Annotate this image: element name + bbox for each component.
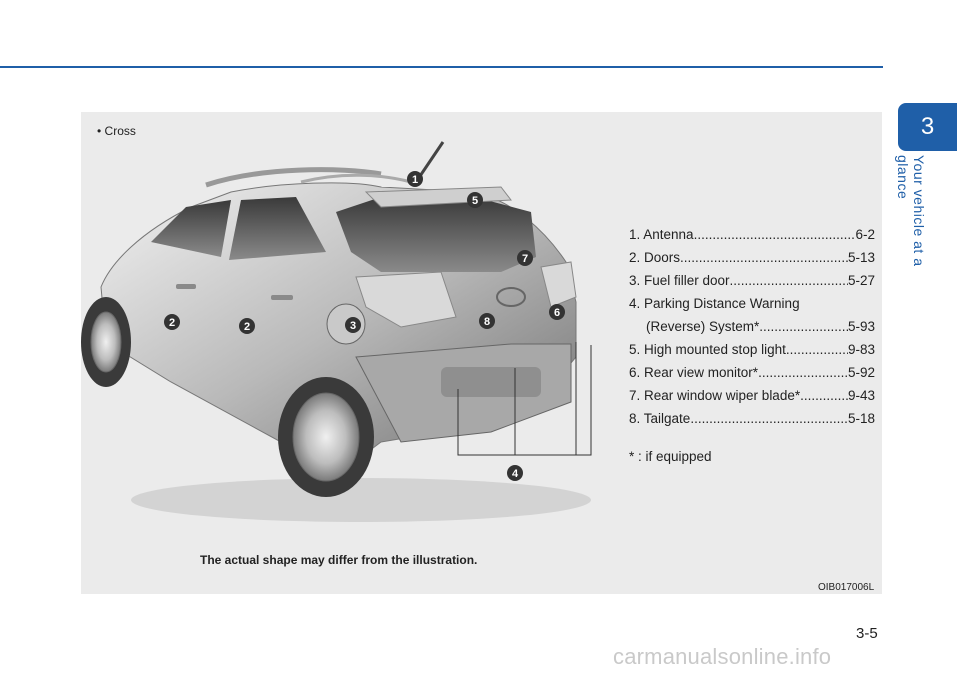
- callout-number: 3: [349, 320, 357, 332]
- callout-badge: [345, 317, 361, 333]
- index-item-antenna[interactable]: 1. Antenna ..... 6-2: [629, 223, 875, 246]
- callout-number: 4: [511, 468, 519, 480]
- callout-badge: [164, 314, 180, 330]
- component-index-list: [629, 223, 875, 430]
- skid-plate: [441, 367, 541, 397]
- callout-number: 8: [483, 316, 491, 328]
- callout-number: 6: [553, 307, 561, 319]
- callout-badge: [407, 171, 423, 187]
- callout-number: 7: [521, 253, 529, 265]
- index-item-high-mounted-stop-light[interactable]: 5. High mounted stop light ..... 9-83: [629, 338, 875, 361]
- index-item-tailgate[interactable]: 8. Tailgate ..... 5-18: [629, 407, 875, 430]
- chapter-number-tab[interactable]: 3: [898, 103, 957, 151]
- index-item-parking-distance-warning[interactable]: 4. Parking Distance Warning: [629, 296, 800, 311]
- equipment-note: * : if equipped: [629, 449, 712, 464]
- callout-badge: [239, 318, 255, 334]
- callout-badge: [517, 250, 533, 266]
- watermark: carmanualsonline.info: [613, 644, 832, 669]
- index-item-fuel-filler-door[interactable]: 3. Fuel filler door ..... 5-27: [629, 269, 875, 292]
- header-rule: [0, 66, 883, 68]
- callout-badge: [467, 192, 483, 208]
- callout-number: 2: [168, 317, 176, 329]
- rear-window: [336, 197, 536, 272]
- callout-number: 1: [411, 174, 419, 186]
- car-shadow: [131, 478, 591, 522]
- callout-number: 2: [243, 321, 251, 333]
- illustration-disclaimer: The actual shape may differ from the illustration.: [200, 553, 478, 567]
- roof-rail: [206, 170, 381, 185]
- index-item-rear-view-monitor[interactable]: 6. Rear view monitor* ..... 5-92: [629, 361, 875, 384]
- callout-badge: [549, 304, 565, 320]
- index-item-parking-distance-warning-cont[interactable]: (Reverse) System* ..... 5-93: [629, 315, 875, 338]
- variant-label: • Cross: [97, 124, 136, 138]
- callout-badge: [507, 465, 523, 481]
- index-item-rear-window-wiper-blade[interactable]: 7. Rear window wiper blade* ..... 9-43: [629, 384, 875, 407]
- chapter-title: Your vehicle at a glance: [895, 155, 927, 267]
- image-code: OIB017006L: [818, 582, 875, 593]
- callout-badge: [479, 313, 495, 329]
- index-item-doors[interactable]: 2. Doors ..... 5-13: [629, 246, 875, 269]
- callout-number: 5: [471, 195, 479, 207]
- page-number: 3-5: [856, 625, 878, 642]
